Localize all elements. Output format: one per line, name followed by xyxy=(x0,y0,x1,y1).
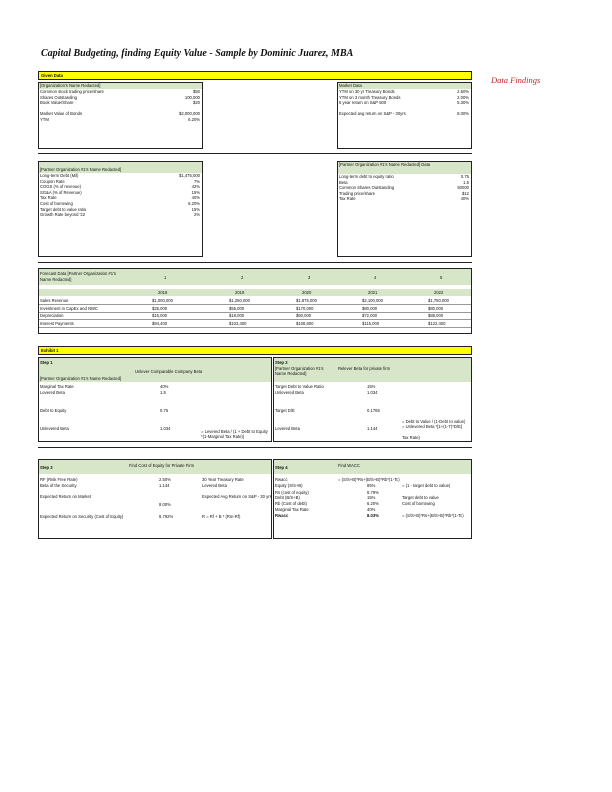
step4-row-value: = (S/S+B)*Rs+(B/S+B)*Rb*(1-Tc) xyxy=(338,477,400,482)
step3-row-label: Expected Return on Security (Cost of Equity) xyxy=(40,514,124,519)
step4-row-label: Equity (S/S+B) xyxy=(275,483,303,488)
step2-title: Step 2 xyxy=(275,360,288,365)
step-row-value: 15% xyxy=(367,384,376,389)
row-value: $1,475,000 xyxy=(179,173,200,178)
forecast-header-label: Forecast Data [Partner Organization #1's Name Redacted] xyxy=(40,271,116,282)
row-value: 15% xyxy=(191,189,200,195)
step1-subtitle: Unlever Comparable Company Beta xyxy=(135,369,203,374)
section-divider xyxy=(38,262,472,263)
forecast-period: 4 xyxy=(374,275,377,280)
step3-row-value: 1.144 xyxy=(159,483,170,488)
step4-row-desc: Cost of borrowing xyxy=(402,501,435,506)
step1-header xyxy=(39,358,271,382)
data-findings-label: Data Findings xyxy=(491,75,541,85)
row-value: 2% xyxy=(193,212,200,218)
partner-data-label: [Partner Organization #1's Name Redacted] Data xyxy=(338,162,471,174)
market-label: Market Data xyxy=(338,83,471,89)
partner-box xyxy=(38,161,203,257)
step2-formula-1: = Debt to Value / (1-Debt to value) xyxy=(402,419,466,424)
forecast-row-rule xyxy=(39,304,471,305)
step-row-label: Debt to Equity xyxy=(40,408,67,413)
row-label: Trading price/share xyxy=(339,190,375,196)
step3-title: Step 3 xyxy=(40,465,53,470)
exhibit-header: Exhibit 1 xyxy=(38,346,472,355)
forecast-year: 2018 xyxy=(158,290,168,295)
forecast-period: 5 xyxy=(440,275,443,280)
forecast-period: 3 xyxy=(308,275,311,280)
step3-row-label: Beta of the Security xyxy=(40,483,77,488)
step4-box xyxy=(273,459,472,539)
step4-row-value: 40% xyxy=(367,507,376,512)
row-value: 6.20% xyxy=(188,117,200,122)
row-label: Common Shares Outstanding xyxy=(339,185,395,191)
forecast-row-label: Interest Payments xyxy=(40,320,74,326)
forecast-year: 2021 xyxy=(368,290,378,295)
step-row-value: 1.034 xyxy=(160,426,171,431)
row-value: 50000 xyxy=(457,185,469,191)
step3-row-desc: R = Rf + B * (Rm-Rf) xyxy=(202,514,241,519)
forecast-cell: $18,000 xyxy=(229,313,245,318)
step4-row-label: Rs (cost of equity) xyxy=(275,490,309,495)
forecast-cell: $25,000 xyxy=(152,305,168,311)
forecast-period: 1 xyxy=(164,275,167,280)
row-value: 8.00% xyxy=(457,111,469,117)
step-row-label: Marginal Tax Rate xyxy=(40,384,74,389)
forecast-box xyxy=(38,268,472,334)
step3-box xyxy=(38,459,272,539)
forecast-cell: $50,000 xyxy=(296,313,312,318)
row-value: $50 xyxy=(193,89,200,94)
forecast-cell: $15,000 xyxy=(152,313,168,318)
step4-row-value: 85% xyxy=(367,483,376,488)
forecast-row-rule xyxy=(39,312,471,313)
step4-row-desc: Target debt to value xyxy=(402,495,439,500)
step3-row-value: 8.00% xyxy=(159,502,171,507)
step4-title: Step 4 xyxy=(275,465,288,470)
row-label: Market Value of Bonds xyxy=(40,111,83,117)
step1-formula-1: = Levered Beta / (1 + Debt to Equity xyxy=(201,429,268,434)
step3-row-value: 8.792% xyxy=(159,514,174,519)
row-value: 0.75 xyxy=(460,174,469,179)
row-label: Long-term Debt (Mil) xyxy=(40,173,79,178)
forecast-cell: $1,250,000 xyxy=(229,298,250,303)
step2-formula-2: = Unlevered Beta *[1+(1-T)*D/E] xyxy=(402,424,463,429)
step4-row-label: Marginal Tax Rate xyxy=(275,507,309,512)
forecast-year: 2019 xyxy=(235,290,245,295)
row-label: YTM on 3 month Treasury Bonds xyxy=(339,94,401,100)
forecast-cell: $2,100,000 xyxy=(362,298,383,303)
step3-row-value: 2.50% xyxy=(159,477,171,482)
forecast-cell: $103,400 xyxy=(229,320,247,326)
row-value: 40% xyxy=(191,195,200,201)
row-value: 5.30% xyxy=(457,100,469,106)
row-label: YTM xyxy=(40,117,49,122)
step4-subtitle: Find WACC xyxy=(338,463,360,468)
row-label: SG&A (% of Revenue) xyxy=(40,189,82,195)
forecast-year: 2022 xyxy=(434,290,444,295)
forecast-cell: $170,000 xyxy=(296,305,314,311)
forecast-cell: $1,000,000 xyxy=(152,298,173,303)
step-row-label: Unlevered Beta xyxy=(275,390,304,395)
step3-row-label: Expected Return on Market xyxy=(40,494,91,499)
row-value: $20 xyxy=(193,100,200,106)
row-value: 2.00% xyxy=(457,94,469,100)
forecast-cell: $108,600 xyxy=(296,320,314,326)
row-value: 6.20% xyxy=(188,201,200,206)
document-title: Capital Budgeting, finding Equity Value - Sample by Dominic Juarez, MBA xyxy=(41,48,354,59)
row-label: Tax Rate xyxy=(339,196,356,202)
forecast-row-rule xyxy=(39,327,471,328)
step3-subtitle: Find Cost of Equity for Private Firm xyxy=(129,463,195,468)
step-row-value: 40% xyxy=(160,384,169,389)
step4-row-label: Rwacc xyxy=(275,477,288,482)
row-label: Beta xyxy=(339,179,348,185)
row-label: Shares Outstanding xyxy=(40,94,78,100)
step3-row-label: RF (Risk Free Rate) xyxy=(40,477,78,482)
forecast-cell: $55,000 xyxy=(229,305,245,311)
forecast-row-label: Investment in CapEx and NWC xyxy=(40,305,98,311)
step2-subtitle: Relever Beta for private firm xyxy=(338,366,391,371)
step-row-label: Levered Beta xyxy=(40,390,65,395)
forecast-row-label: Sales Revenue xyxy=(40,298,69,303)
step1-title: Step 1 xyxy=(40,360,53,365)
row-value: 2.50% xyxy=(457,89,469,94)
row-label: Book Value/Share xyxy=(40,100,74,106)
step1-formula-2: *(1-Marginal Tax Rate)) xyxy=(201,434,245,439)
step4-row-value: 8.79% xyxy=(367,490,379,495)
partner-label: [Partner Organization #1's Name Redacted] xyxy=(39,162,202,173)
forecast-row-label: Depreciation xyxy=(40,313,64,318)
row-value: 100,000 xyxy=(184,94,200,100)
step-row-value: 0.75 xyxy=(160,408,169,413)
step4-row-desc: = (S/S+B)*Rs+(B/S+B)*Rb*(1-Tc) xyxy=(402,513,464,518)
row-value: 42% xyxy=(191,184,200,190)
row-value: 15% xyxy=(191,206,200,212)
forecast-cell: $80,000 xyxy=(362,305,378,311)
forecast-row-rule xyxy=(39,319,471,320)
forecast-period: 2 xyxy=(241,275,244,280)
row-label: 5 year return on S&P 500 xyxy=(339,100,387,106)
step4-row-desc: = (1 - target debt to value) xyxy=(402,483,451,488)
forecast-cell: $115,000 xyxy=(362,320,380,326)
row-label: COGS (% of revenue) xyxy=(40,184,81,190)
forecast-year: 2020 xyxy=(302,290,312,295)
step2-formula-3: Tax Rate) xyxy=(402,435,420,440)
step-row-value: 1.034 xyxy=(367,390,378,395)
given-data-header: Given Data xyxy=(38,71,472,80)
forecast-years-row xyxy=(39,289,471,296)
org-data-box xyxy=(38,82,203,149)
step-row-value: 1.5 xyxy=(160,390,166,395)
row-label: Growth Rate beyond '22 xyxy=(40,212,86,218)
forecast-cell: $122,400 xyxy=(428,320,446,326)
market-data-box xyxy=(337,82,472,149)
forecast-cell: $88,000 xyxy=(428,313,444,318)
step4-row-label: Rb (Cost of debt) xyxy=(275,501,307,506)
step-row-value: 0.1765 xyxy=(367,408,380,413)
section-divider xyxy=(38,153,472,154)
step3-row-desc: Expected Avg Return on S&P - 30 yrs xyxy=(202,494,272,499)
step3-header xyxy=(39,460,271,474)
step2-box xyxy=(273,357,472,442)
forecast-cell: $72,000 xyxy=(362,313,378,318)
section-divider xyxy=(38,447,472,448)
step4-row-label: Debt (B/S+B) xyxy=(275,495,300,500)
partner-data-box xyxy=(337,161,472,257)
row-label: Coupon Rate xyxy=(40,178,65,184)
step-row-label: Levered Beta xyxy=(275,426,300,431)
step-row-label: Unlevered Beta xyxy=(40,426,69,431)
row-label: Tax Rate xyxy=(40,195,57,201)
step4-row-value: 6.20% xyxy=(367,501,379,506)
step-row-value: 1.144 xyxy=(367,426,378,431)
row-value: $12 xyxy=(462,190,469,196)
row-value: 40% xyxy=(460,196,469,202)
step2-org: [Partner Organization #1's Name Redacted] xyxy=(275,366,324,377)
step3-row-desc: Levered Beta xyxy=(202,483,227,488)
step4-row-label: Rwacc xyxy=(275,513,289,518)
org-label: [Organization's Name Redacted] xyxy=(39,83,202,89)
row-label: Target debt to value ratio xyxy=(40,206,87,212)
row-value: 1.5 xyxy=(463,179,469,185)
step2-header xyxy=(274,358,471,382)
forecast-cell: $1,750,000 xyxy=(428,298,449,303)
forecast-cell: $94,400 xyxy=(152,320,168,326)
step1-box xyxy=(38,357,272,442)
forecast-cell: $1,875,000 xyxy=(296,298,317,303)
row-label: YTM on 30 yr Treasury Bonds xyxy=(339,89,395,94)
row-label: Common stock trading price/share xyxy=(40,89,104,94)
step4-row-value: 15% xyxy=(367,495,376,500)
step4-header xyxy=(274,460,471,474)
step4-row-value: 8.03% xyxy=(367,513,379,518)
row-value: $2,000,000 xyxy=(179,111,200,117)
step-row-label: Target Debt to Value Ratio xyxy=(275,384,324,389)
step3-row-desc: 30 Year Treasury Rate xyxy=(202,477,244,482)
row-label: Long-term debt to equity ratio xyxy=(339,174,394,179)
forecast-cell: $80,000 xyxy=(428,305,444,311)
step1-org: [Partner Organization #1's Name Redacted] xyxy=(40,376,122,381)
step-row-label: Target D/E xyxy=(275,408,295,413)
row-label: Expected avg return on S&P - 30yrs xyxy=(339,111,406,117)
forecast-header-row xyxy=(39,269,471,285)
row-value: 7% xyxy=(193,178,200,184)
row-label: Cost of borrowing xyxy=(40,201,73,206)
